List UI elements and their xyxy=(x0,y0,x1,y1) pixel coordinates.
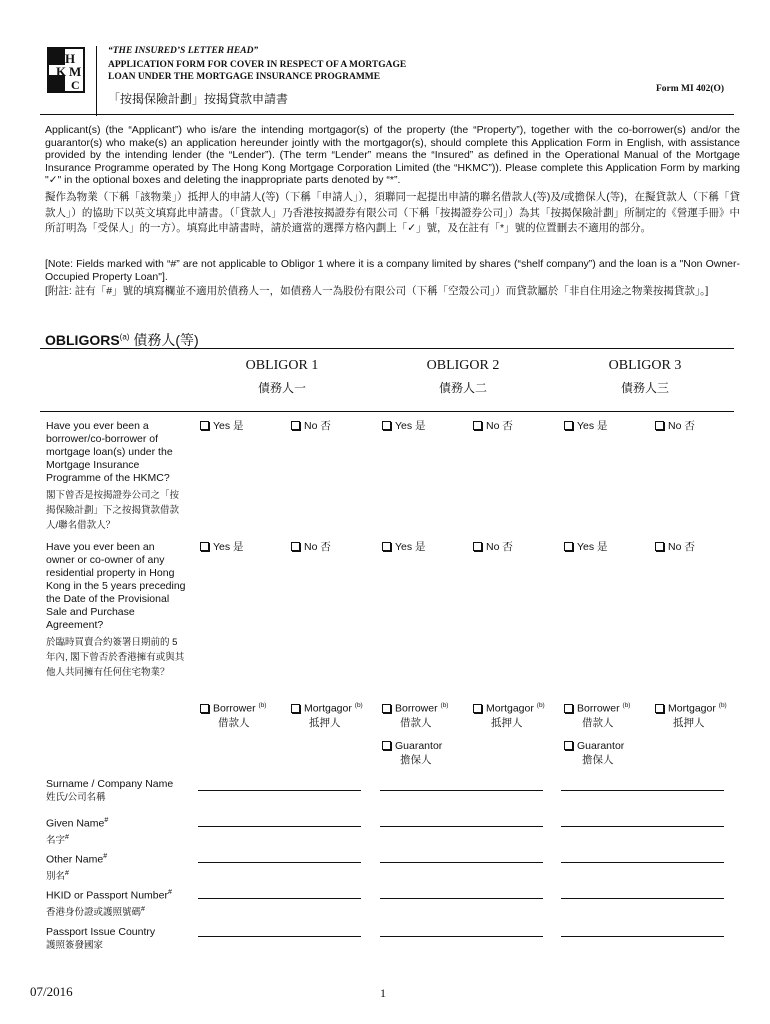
obligor-3-q2-yes-checkbox[interactable] xyxy=(564,541,608,554)
surname-label xyxy=(46,778,173,804)
option-label-zh: 抵押人 xyxy=(491,716,523,729)
footnote-marker: (b) xyxy=(536,702,545,709)
obligor-2-other-name-field[interactable] xyxy=(380,862,543,863)
option-label: Borrower xyxy=(213,702,256,715)
given-name-label xyxy=(46,814,108,847)
option-label: No 否 xyxy=(304,420,331,432)
obligor-3-guarantor-checkbox[interactable] xyxy=(564,740,624,767)
field-label-zh: 香港身份證或護照號碼 xyxy=(46,906,142,918)
obligor-1-title: OBLIGOR 1 xyxy=(245,358,319,373)
obligor-3-title-zh: 債務人三 xyxy=(620,381,669,395)
checkbox-icon xyxy=(564,704,573,713)
table-header-rule xyxy=(40,411,734,412)
option-label: No 否 xyxy=(668,420,695,432)
option-label-zh: 借款人 xyxy=(218,716,250,729)
option-label: Yes 是 xyxy=(213,420,244,432)
field-label: HKID or Passport Number xyxy=(46,889,168,902)
logo-letter-c: C xyxy=(71,78,80,92)
option-label-zh: 借款人 xyxy=(582,716,614,729)
checkbox-icon xyxy=(200,704,209,713)
obligor-2-given-name-field[interactable] xyxy=(380,826,543,827)
obligor-2-guarantor-checkbox[interactable] xyxy=(382,740,442,767)
hash-marker: # xyxy=(65,833,69,841)
obligors-heading xyxy=(45,330,199,350)
footnote-marker: (b) xyxy=(440,702,449,709)
page-number: 1 xyxy=(380,986,386,1000)
checkbox-icon xyxy=(382,421,391,430)
footnote-marker: (b) xyxy=(718,702,727,709)
hash-marker: # xyxy=(103,853,108,860)
option-label: Guarantor xyxy=(395,740,443,752)
checkbox-icon xyxy=(382,741,391,750)
obligor-1-q2-no-checkbox[interactable] xyxy=(291,541,331,554)
obligor-2-q1-no-checkbox[interactable] xyxy=(473,420,513,433)
field-label-zh: 護照簽發國家 xyxy=(46,940,104,951)
obligor-3-title: OBLIGOR 3 xyxy=(608,358,682,373)
logo-letter-m: M xyxy=(69,64,82,79)
obligor-1-header xyxy=(197,358,367,396)
question-previous-owner xyxy=(46,541,186,680)
checkbox-icon xyxy=(655,704,664,713)
option-label: Borrower xyxy=(577,702,620,715)
footnote-marker: (b) xyxy=(258,702,267,709)
question-previous-borrower xyxy=(46,420,186,533)
obligor-1-q1-no-checkbox[interactable] xyxy=(291,420,331,433)
obligor-1-borrower-checkbox[interactable] xyxy=(200,699,266,730)
hkid-passport-label xyxy=(46,886,172,919)
obligor-3-passport-country-field[interactable] xyxy=(561,936,724,937)
logo-letter-k: K xyxy=(56,64,67,79)
note-paragraph: [Note: Fields marked with “#” are not applicable to Obligor 1 where it is a company limited by shares (“shelf company”) and the loan is a "Non Owner-Occupied Property Loan"]. xyxy=(45,258,740,283)
checkbox-icon xyxy=(382,704,391,713)
hash-marker: # xyxy=(104,817,109,824)
option-label: No 否 xyxy=(304,541,331,553)
hash-marker: # xyxy=(167,889,172,896)
obligors-title-sup: (a) xyxy=(119,332,130,342)
table-top-rule xyxy=(40,348,734,349)
obligor-2-header xyxy=(378,358,548,396)
option-label: Borrower xyxy=(395,702,438,715)
option-label: No 否 xyxy=(486,541,513,553)
checkbox-icon xyxy=(200,542,209,551)
obligor-3-borrower-checkbox[interactable] xyxy=(564,699,630,730)
question-1-text: Have you ever been a borrower/co-borrower of mortgage loan(s) under the Mortgage Insurance Programme of the HKMC? xyxy=(46,420,173,484)
obligors-title: OBLIGORS xyxy=(45,332,120,348)
other-name-label xyxy=(46,850,107,883)
option-label: Yes 是 xyxy=(577,541,608,553)
hkmc-logo xyxy=(47,47,85,93)
hash-marker: # xyxy=(141,905,145,913)
option-label: Mortgagor xyxy=(486,702,534,715)
checkbox-icon xyxy=(564,741,573,750)
obligor-3-other-name-field[interactable] xyxy=(561,862,724,863)
checkbox-icon xyxy=(564,542,573,551)
obligor-1-q2-yes-checkbox[interactable] xyxy=(200,541,244,554)
field-label: Other Name xyxy=(46,853,104,866)
footer-date: 07/2016 xyxy=(30,984,73,999)
obligor-2-borrower-checkbox[interactable] xyxy=(382,699,448,730)
checkbox-icon xyxy=(473,421,482,430)
field-label-zh: 名字 xyxy=(46,834,66,846)
intro-paragraph: Applicant(s) (the “Applicant”) who is/are the intending mortgagor(s) of the property (the “Property”), together with the co-borrower(s) and/or the guarantor(s) who make(s) an application hereunder jointly with the mortgagor(s), should complete this Application Form in English, with assistance provided by the intending lender (the “Lender”). (The term “Lender” means the “Insured” as defined in the Operational Manual of the Mortgage Insurance Programme operated by The Hong Kong Mortgage Corporation Limited (the “HKMC”)). Please complete this Application Form by marking "✓" in the optional boxes and deleting the inappropriate parts denoted by “*”. xyxy=(45,124,740,187)
checkbox-icon xyxy=(655,542,664,551)
logo-letter-h: H xyxy=(65,51,76,66)
obligor-2-title: OBLIGOR 2 xyxy=(426,358,500,373)
obligor-2-q2-no-checkbox[interactable] xyxy=(473,541,513,554)
option-label-zh: 抵押人 xyxy=(673,716,705,729)
form-number: Form MI 402(O) xyxy=(656,84,725,94)
option-label: Yes 是 xyxy=(395,420,426,432)
obligor-1-title-zh: 債務人一 xyxy=(257,381,306,395)
obligor-2-q2-yes-checkbox[interactable] xyxy=(382,541,426,554)
logo-divider xyxy=(96,46,97,116)
obligors-title-zh: 債務人(等) xyxy=(133,332,199,348)
obligor-1-q1-yes-checkbox[interactable] xyxy=(200,420,244,433)
checkbox-icon xyxy=(473,542,482,551)
obligor-3-hkid-field[interactable] xyxy=(561,898,724,899)
obligor-2-hkid-field[interactable] xyxy=(380,898,543,899)
footnote-marker: (b) xyxy=(622,702,631,709)
obligor-3-q1-no-checkbox[interactable] xyxy=(655,420,695,433)
field-label-zh: 別名 xyxy=(46,870,66,882)
obligor-1-given-name-field[interactable] xyxy=(198,826,361,827)
option-label: Mortgagor xyxy=(668,702,716,715)
form-title xyxy=(108,59,468,83)
option-label: No 否 xyxy=(668,541,695,553)
checkbox-icon xyxy=(473,704,482,713)
form-title-line-1: APPLICATION FORM FOR COVER IN RESPECT OF A MORTGAGE xyxy=(108,60,407,70)
obligor-1-surname-field[interactable] xyxy=(198,790,361,791)
checkbox-icon xyxy=(200,421,209,430)
option-label: Yes 是 xyxy=(395,541,426,553)
checkbox-icon xyxy=(291,704,300,713)
letterhead-placeholder: “THE INSURED’S LETTER HEAD” xyxy=(108,46,259,56)
option-label: No 否 xyxy=(486,420,513,432)
header-divider xyxy=(40,114,734,115)
obligor-2-title-zh: 債務人二 xyxy=(438,381,487,395)
obligor-1-other-name-field[interactable] xyxy=(198,862,361,863)
option-label-zh: 擔保人 xyxy=(582,754,614,766)
option-label: Yes 是 xyxy=(577,420,608,432)
obligor-3-q1-yes-checkbox[interactable] xyxy=(564,420,608,433)
footnote-marker: (b) xyxy=(354,702,363,709)
obligor-2-surname-field[interactable] xyxy=(380,790,543,791)
question-2-text: Have you ever been an owner or co-owner of any residential property in Hong Kong in the 5 years preceding the Date of the Provisional Sale and Purchase Agreement? xyxy=(46,541,186,631)
option-label-zh: 借款人 xyxy=(400,716,432,729)
form-title-zh: 「按揭保險計劃」按揭貸款申請書 xyxy=(108,92,289,106)
obligor-3-given-name-field[interactable] xyxy=(561,826,724,827)
option-label: Guarantor xyxy=(577,740,625,752)
intro-paragraph-zh: 擬作為物業（下稱「該物業」）抵押人的申請人(等)（下稱「申請人」），須聯同一起提出申請的聯名借款人(等)及/或擔保人(等)，在擬貸款人（下稱「貸款人」）的協助下以英文填寫此申請書。（「貸款人」乃香港按揭證券有限公司（下稱「按揭證券公司」）為其「按揭保險計劃」所制定的《營運手冊》中所訂明為「受保人」的一方）。填寫此申請書時，請於適當的選擇方格內劃上「✓」號，及在註有「*」號的位置刪去不適用的部分。 xyxy=(45,191,740,235)
hash-marker: # xyxy=(65,869,69,877)
checkbox-icon xyxy=(291,421,300,430)
field-label: Surname / Company Name xyxy=(46,778,174,790)
question-2-text-zh: 於臨時買賣合約簽署日期前的 5 年內, 閣下曾否於香港擁有或與其他人共同擁有任何住宅物業？ xyxy=(46,637,185,678)
checkbox-icon xyxy=(382,542,391,551)
checkbox-icon xyxy=(564,421,573,430)
field-label: Passport Issue Country xyxy=(46,926,156,938)
obligor-2-q1-yes-checkbox[interactable] xyxy=(382,420,426,433)
obligor-1-mortgagor-checkbox[interactable] xyxy=(291,699,363,730)
obligor-1-passport-country-field[interactable] xyxy=(198,936,361,937)
option-label: Yes 是 xyxy=(213,541,244,553)
obligor-3-q2-no-checkbox[interactable] xyxy=(655,541,695,554)
passport-country-label xyxy=(46,926,155,952)
obligor-3-mortgagor-checkbox[interactable] xyxy=(655,699,727,730)
checkbox-icon xyxy=(655,421,664,430)
obligor-2-passport-country-field[interactable] xyxy=(380,936,543,937)
obligor-2-mortgagor-checkbox[interactable] xyxy=(473,699,545,730)
obligor-3-surname-field[interactable] xyxy=(561,790,724,791)
question-1-text-zh: 閣下曾否是按揭證券公司之「按揭保險計劃」下之按揭貸款借款人/聯名借款人？ xyxy=(46,490,180,531)
checkbox-icon xyxy=(291,542,300,551)
option-label-zh: 擔保人 xyxy=(400,754,432,766)
field-label: Given Name xyxy=(46,817,105,830)
obligor-3-header xyxy=(560,358,730,396)
obligor-1-hkid-field[interactable] xyxy=(198,898,361,899)
field-label-zh: 姓氏/公司名稱 xyxy=(46,792,106,803)
option-label-zh: 抵押人 xyxy=(309,716,341,729)
form-title-line-2: LOAN UNDER THE MORTGAGE INSURANCE PROGRAMME xyxy=(108,72,381,82)
option-label: Mortgagor xyxy=(304,702,352,715)
note-paragraph-zh: [附註: 註有「#」號的填寫欄並不適用於債務人一，如債務人一為股份有限公司（下稱「空殼公司」）而貸款屬於「非自住用途之物業按揭貸款」。] xyxy=(45,285,709,297)
